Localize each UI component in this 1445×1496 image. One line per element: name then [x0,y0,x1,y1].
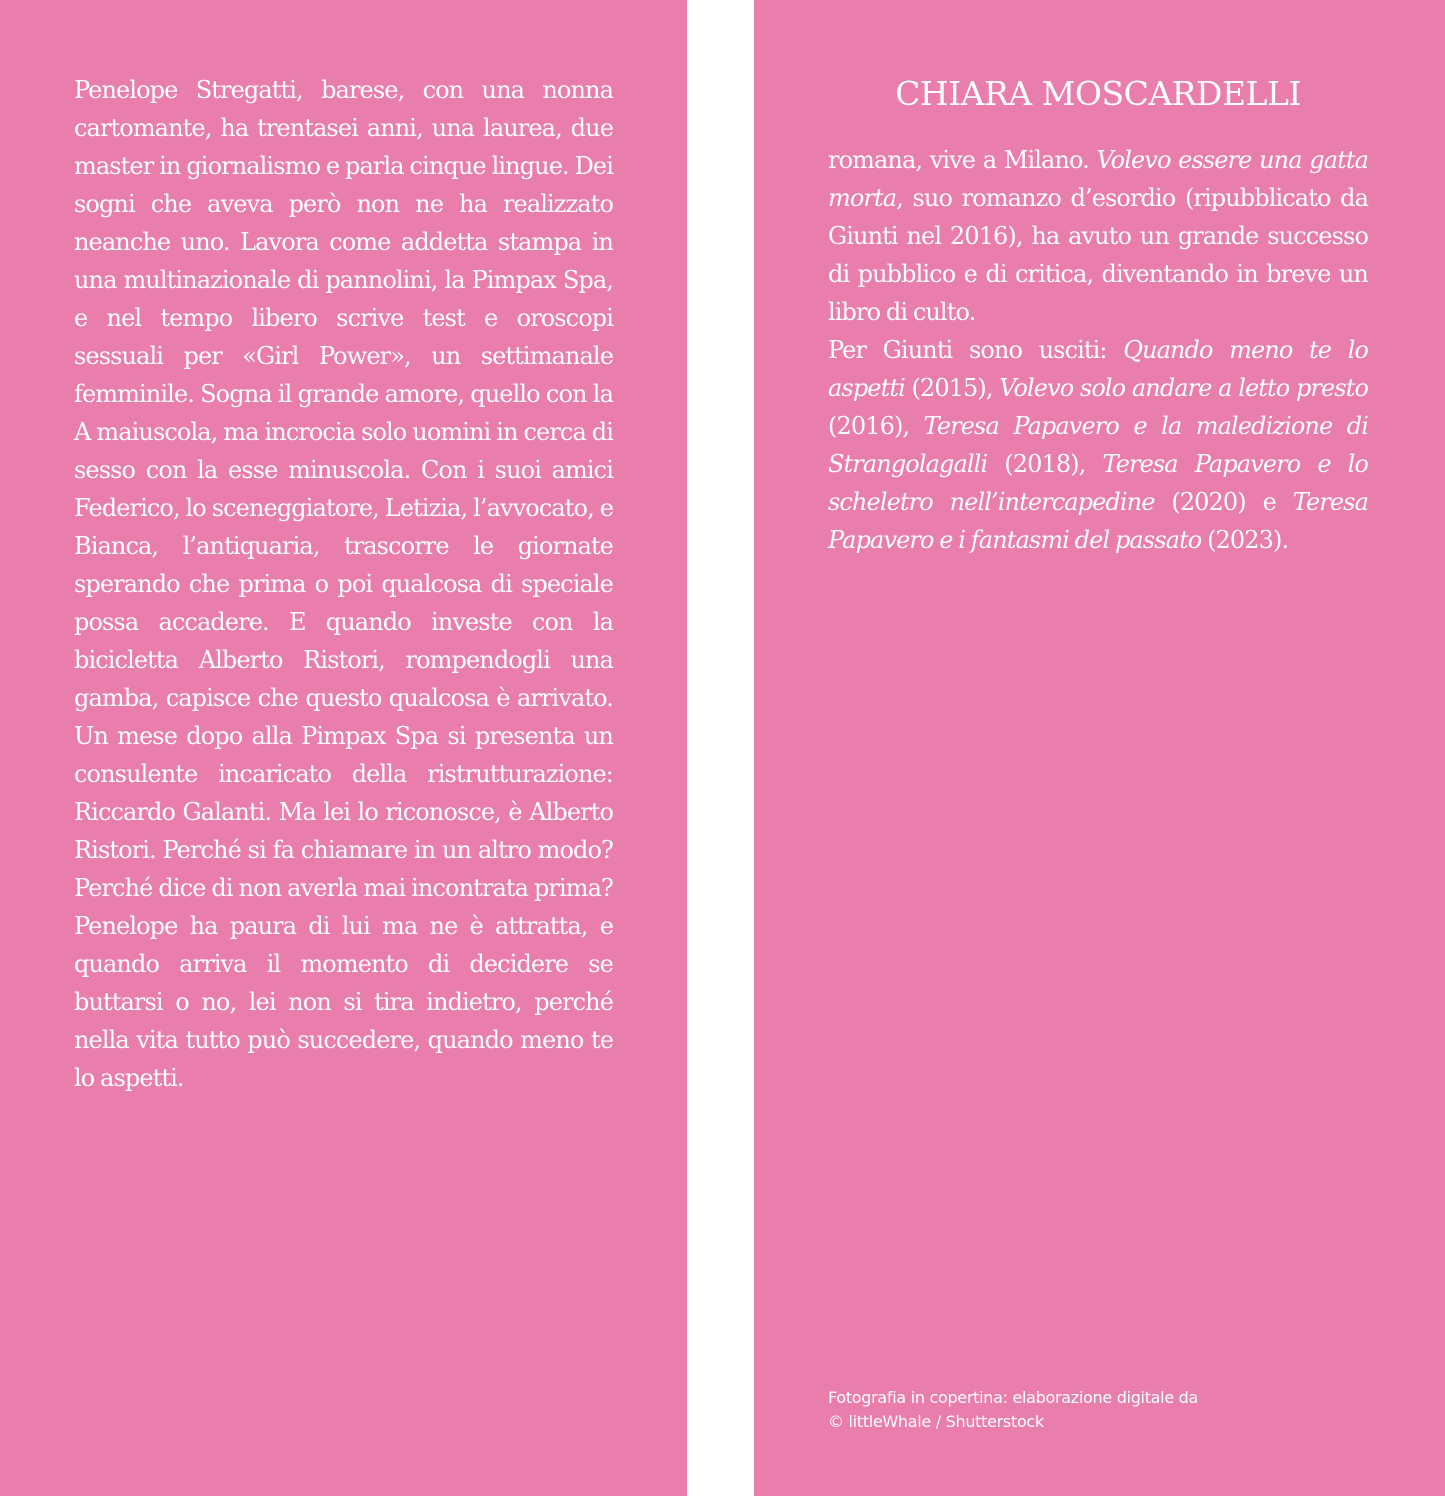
bio-text: Per Giunti sono usciti: [828,336,1124,364]
book-blurb: Penelope Stregatti, barese, con una nonna cartomante, ha trentasei anni, una laurea, due master in giornalismo e parla cinque lingue. Dei sogni che aveva però non ne ha realizzato neanche uno. Lavora come addetta stampa in una multinazionale di pannolini, la Pimpax Spa, e nel tempo libero scrive test e oroscopi sessuali per «Girl Power», un settimanale femminile. Sogna il grande amore, quello con la A maiuscola, ma incrocia solo uomini in cerca di sesso con la esse minuscola. Con i suoi amici Federico, lo sceneggiatore, Letizia, l’avvocato, e Bianca, l’antiquaria, trascorre le giornate sperando che prima o poi qualcosa di speciale possa accadere. E quando investe con la bicicletta Alberto Ristori, rompendogli una gamba, capisce che questo qualcosa è arrivato. Un mese dopo alla Pimpax Spa si presenta un consulente incaricato della ristrutturazione: Riccardo Galanti. Ma lei lo riconosce, è Alberto Ristori. Perché si fa chiamare in un altro modo? Perché dice di non averla mai incontrata prima? Penelope ha paura di lui ma ne è attratta, e quando arriva il momento di decidere se buttarsi o no, lei non si tira indietro, perché nella vita tutto può succedere, quando meno te lo aspetti. [74,76,613,1092]
book-title: Teresa Papavero e i fantasmi del passato [828,488,1368,554]
book-title: Volevo essere una gatta morta [828,146,1369,212]
credit-line: Fotografia in copertina: elaborazione digitale da [828,1388,1199,1407]
back-flap-left [0,0,687,1496]
book-title: Quando meno te lo aspetti [828,336,1369,402]
book-year: (2020) e [1154,488,1293,516]
bio-text: romana, vive a Milano. [828,146,1097,174]
book-title: Volevo solo andare a letto presto [999,374,1369,402]
book-title: Teresa Papavero e lo scheletro nell’intercapedine [828,450,1368,516]
credit-line: © littleWhale / Shutterstock [828,1412,1044,1431]
book-year: (2016), [828,412,924,440]
bio-text: , suo romanzo d’esordio (ripubblicato da Giunti nel 2016), ha avuto un grande successo di pubblico e di critica, diventando in breve un libro di culto. [828,184,1368,326]
author-name: CHIARA MOSCARDELLI [895,74,1301,113]
back-flap-right [754,0,1445,1496]
book-year: (2018), [987,450,1103,478]
author-bio [828,141,1368,559]
book-year: (2015), [904,374,1000,402]
cover-photo-credit [828,1386,1388,1434]
book-title: Teresa Papavero e la maledizione di Strangolagalli [828,412,1368,478]
book-year: (2023). [1201,526,1289,554]
